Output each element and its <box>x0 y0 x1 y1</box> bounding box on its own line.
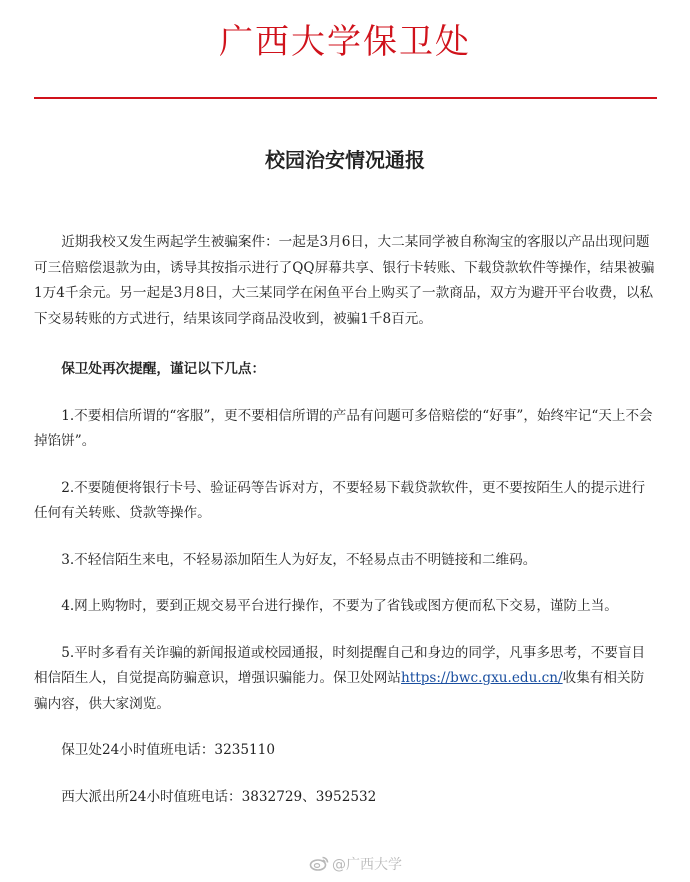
header-divider <box>34 97 657 99</box>
document-title: 校园治安情况通报 <box>265 148 425 172</box>
org-name-header: 广西大学保卫处 <box>219 22 471 62</box>
reminder-item-5-tail: 收集有相关防骗内容，供大家浏览。 <box>34 670 645 712</box>
document-body <box>34 230 656 810</box>
reminder-item-1: 1.不要相信所谓的“客服”，更不要相信所谓的产品有问题可多倍赔偿的“好事”，始终牢记“天上不会掉馅饼”。 <box>34 407 653 449</box>
reminder-item-3: 3.不轻信陌生来电，不轻易添加陌生人为好友，不轻易点击不明链接和二维码。 <box>61 551 537 568</box>
security-hotline: 保卫处24小时值班电话：3235110 <box>61 742 275 758</box>
weibo-watermark <box>309 854 402 875</box>
reminder-item-2: 2.不要随便将银行卡号、验证码等告诉对方，不要轻易下载贷款软件，更不要按陌生人的提示进行任何有关转账、贷款等操作。 <box>34 479 646 521</box>
reminder-heading: 保卫处再次提醒，谨记以下几点： <box>61 361 266 377</box>
reminder-item-5 <box>34 641 656 718</box>
reminder-item-5-text: 5.平时多看有关诈骗的新闻报道或校园通报，时刻提醒自己和身边的同学，凡事多思考，不要盲目相信陌生人，自觉提高防骗意识，增强识骗能力。保卫处网站 <box>34 644 646 686</box>
security-website-link[interactable]: https://bwc.gxu.edu.cn/ <box>401 670 563 686</box>
police-hotline: 西大派出所24小时值班电话：3832729、3952532 <box>61 788 377 805</box>
weibo-logo-icon <box>309 855 329 875</box>
watermark-text: @广西大学 <box>332 857 402 873</box>
intro-paragraph: 近期我校又发生两起学生被骗案件：一起是3月6日，大二某同学被自称淘宝的客服以产品出现问题可三倍赔偿退款为由，诱导其按指示进行了QQ屏幕共享、银行卡转账、下载贷款软件等操作，结果被骗1万4千余元。另一起是3月8日，大三某同学在闲鱼平台上购买了一款商品，双方为避开平台收费，以私下交易转账的方式进行，结果该同学商品没收到，被骗1千8百元。 <box>34 234 655 327</box>
reminder-item-4: 4.网上购物时，要到正规交易平台进行操作，不要为了省钱或图方便而私下交易，谨防上当。 <box>61 598 618 614</box>
